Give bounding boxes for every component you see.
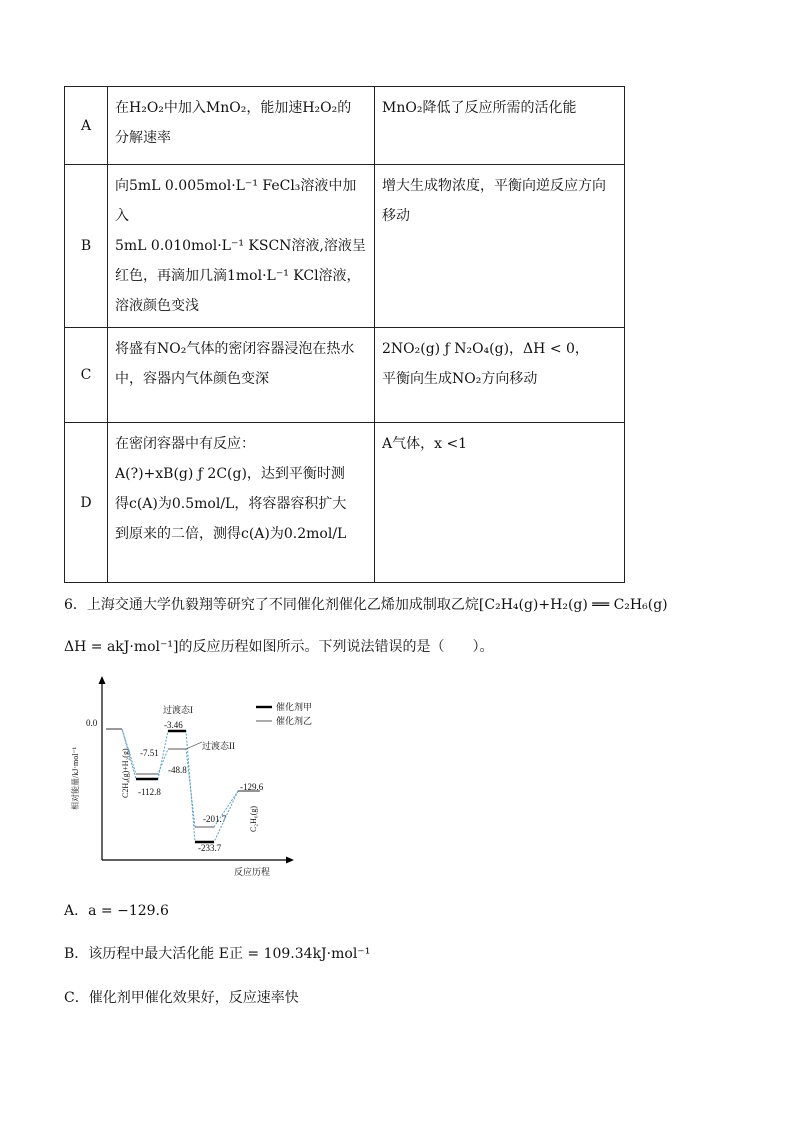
text-line: 2NO₂(g) ƒ N₂O₄(g)，ΔH < 0， xyxy=(382,341,589,357)
conclusion-cell xyxy=(375,165,625,328)
row-label: D xyxy=(65,423,108,583)
zero-label: 0.0 xyxy=(86,718,98,728)
text-line: 红色，再滴加几滴1mol·L⁻¹ KCl溶液， xyxy=(115,268,361,284)
text-line: 平衡向生成NO₂方向移动 xyxy=(382,371,538,387)
value-label: -3.46 xyxy=(164,720,183,730)
value-label: -7.51 xyxy=(140,748,159,758)
text-line: 在密闭容器中有反应： xyxy=(115,436,255,452)
value-label: -201.7 xyxy=(203,814,227,824)
choice-c: C．催化剂甲催化效果好，反应速率快 xyxy=(64,990,299,1006)
value-label: -129.6 xyxy=(240,782,264,792)
ts2-label: 过渡态II xyxy=(202,741,235,751)
conclusion-cell xyxy=(375,423,625,583)
text-line: 分解速率 xyxy=(115,130,171,146)
y-axis-label: 相对能量/kJ·mol⁻¹ xyxy=(71,746,80,810)
choice-a: A．a = −129.6 xyxy=(64,903,169,919)
text-line: 在H₂O₂中加入MnO₂，能加速H₂O₂的 xyxy=(115,100,352,116)
text-line: 中，容器内气体颜色变深 xyxy=(115,371,269,387)
table-row xyxy=(65,87,625,165)
row-label: C xyxy=(65,328,108,423)
x-axis-arrow-icon xyxy=(286,857,294,864)
experiment-cell xyxy=(108,328,375,423)
experiment-cell xyxy=(108,87,375,165)
question-stem-line-2: ΔH = akJ·mol⁻¹]的反应历程如图所示。下列说法错误的是（ ）。 xyxy=(64,639,494,655)
value-label: -233.7 xyxy=(198,843,222,853)
text-line: 增大生成物浓度，平衡向逆反应方向 xyxy=(382,178,606,194)
text-line: 将盛有NO₂气体的密闭容器浸泡在热水 xyxy=(115,341,355,357)
value-label: -48.8 xyxy=(168,765,187,775)
conclusion-cell xyxy=(375,87,625,165)
table-row xyxy=(65,423,625,583)
experiment-cell xyxy=(108,165,375,328)
row-label: A xyxy=(65,87,108,165)
ts1-label: 过渡态I xyxy=(163,705,193,715)
choice-b: B．该历程中最大活化能 E正 = 109.34kJ·mol⁻¹ xyxy=(64,946,371,962)
text-line: 移动 xyxy=(382,208,410,224)
text-line: MnO₂降低了反应所需的活化能 xyxy=(382,100,577,116)
ts2-pointer xyxy=(186,742,202,749)
x-axis-label: 反应历程 xyxy=(234,867,271,877)
product-label: C₂H₆(g) xyxy=(249,805,258,832)
table-row xyxy=(65,165,625,328)
text-line: A(?)+xB(g) ƒ 2C(g)，达到平衡时测 xyxy=(115,466,345,482)
options-table xyxy=(64,86,625,583)
conclusion-cell xyxy=(375,328,625,423)
experiment-cell xyxy=(108,423,375,583)
value-label: -112.8 xyxy=(138,787,161,797)
text-line: 到原来的二倍，测得c(A)为0.2mol/L xyxy=(115,526,347,542)
legend-label-catalyst-b: 催化剂乙 xyxy=(276,716,313,726)
legend-label-catalyst-a: 催化剂甲 xyxy=(276,702,313,712)
text-line: 5mL 0.010mol·L⁻¹ KSCN溶液,溶液呈 xyxy=(115,238,366,254)
text-line: 溶液颜色变浅 xyxy=(115,298,199,314)
energy-diagram xyxy=(60,670,360,885)
y-axis-arrow-icon xyxy=(99,676,106,684)
row-label: B xyxy=(65,165,108,328)
question-stem-line-1: 6．上海交通大学仇毅翔等研究了不同催化剂催化乙烯加成制取乙烷[C₂H₄(g)+H₂(g) ══ C₂H₆(g) xyxy=(64,597,668,613)
reactant-label: C2H₄(g)+H₂(g) xyxy=(121,748,130,798)
text-line: 得c(A)为0.5mol/L，将容器容积扩大 xyxy=(115,496,347,512)
text-line: A气体，x <1 xyxy=(382,436,468,452)
table-row xyxy=(65,328,625,423)
text-line: 向5mL 0.005mol·L⁻¹ FeCl₃溶液中加入 xyxy=(115,178,357,224)
